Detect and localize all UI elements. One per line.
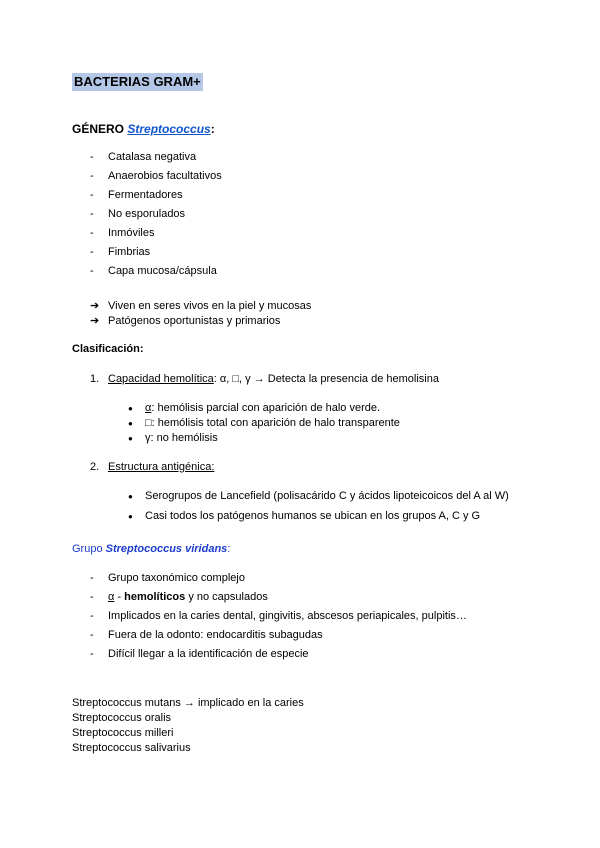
note-text: Patógenos oportunistas y primarios <box>108 315 281 327</box>
species-line: Streptococcus oralis <box>72 712 172 724</box>
note-text: Viven en seres vivos en la piel y mucosas <box>108 300 312 312</box>
list-item: - Grupo taxonómico complejo <box>90 572 467 591</box>
species-line: Streptococcus mutans → implicado en la caries <box>72 697 304 709</box>
hemolysis-text: : hemólisis parcial con aparición de halo verde. <box>151 402 381 414</box>
hemolysis-symbol: □ <box>145 417 152 429</box>
list-item <box>90 315 311 330</box>
viridans-name: Streptococcus viridans <box>105 543 228 555</box>
antigenic-list <box>128 490 509 530</box>
classification-item-1 <box>90 373 439 385</box>
separator: - <box>114 591 125 603</box>
item-label: Estructura antigénica: <box>108 461 215 473</box>
hemolysis-text: : hemólisis total con aparición de halo transparente <box>151 417 400 429</box>
genus-colon: : <box>210 122 215 136</box>
list-item: - Inmóviles <box>90 227 222 246</box>
viridans-suffix: : <box>227 543 231 555</box>
item-number: 1. <box>90 373 100 385</box>
list-item <box>128 417 400 432</box>
list-item: - Fimbrias <box>90 246 222 265</box>
notes-list <box>90 300 311 330</box>
arrow-icon: ➔ <box>90 315 100 327</box>
classification-item-2 <box>90 461 214 473</box>
item-description: : α, □, γ → Detecta la presencia de hemolisina <box>213 373 439 385</box>
hemolysis-text: : no hemólisis <box>150 432 218 444</box>
item-number: 2. <box>90 461 100 473</box>
characteristics-list <box>90 151 222 284</box>
list-item: - Catalasa negativa <box>90 151 222 170</box>
list-item: ● Serogrupos de Lancefield (polisacárido C y ácidos lipoteicoicos del A al W) <box>128 490 509 510</box>
list-item: - Anaerobios facultativos <box>90 170 222 189</box>
item-rest: y no capsulados <box>185 591 268 603</box>
viridans-prefix: Grupo <box>72 543 106 555</box>
list-item <box>90 591 467 610</box>
list-item: - Implicados en la caries dental, gingivitis, abscesos periapicales, pulpitis… <box>90 610 467 629</box>
item-label: Capacidad hemolítica <box>108 373 214 385</box>
species-list <box>72 697 304 757</box>
species-line: Streptococcus milleri <box>72 727 174 739</box>
hemolysis-symbol: α <box>145 402 152 414</box>
alpha-symbol: α <box>108 591 115 603</box>
viridans-heading <box>72 543 230 555</box>
hemolysis-symbol: γ <box>145 432 151 444</box>
list-item <box>90 300 311 315</box>
list-item: - Fuera de la odonto: endocarditis subagudas <box>90 629 467 648</box>
arrow-icon: ➔ <box>90 300 100 312</box>
species-line: Streptococcus salivarius <box>72 742 191 754</box>
document-title: BACTERIAS GRAM+ <box>74 74 201 89</box>
genus-name-link[interactable]: Streptococcus <box>127 122 211 136</box>
list-item: - Capa mucosa/cápsula <box>90 265 222 284</box>
list-item: - Difícil llegar a la identificación de especie <box>90 648 467 667</box>
viridans-list <box>90 572 467 667</box>
bold-term: hemolíticos <box>124 591 186 603</box>
genus-heading <box>72 122 215 136</box>
list-item <box>128 402 400 417</box>
list-item: ● Casi todos los patógenos humanos se ubican en los grupos A, C y G <box>128 510 509 530</box>
list-item <box>128 432 400 447</box>
list-item: - No esporulados <box>90 208 222 227</box>
classification-heading: Clasificación: <box>72 343 144 355</box>
list-item: - Fermentadores <box>90 189 222 208</box>
hemolysis-list <box>128 402 400 447</box>
genus-label: GÉNERO <box>72 122 128 136</box>
